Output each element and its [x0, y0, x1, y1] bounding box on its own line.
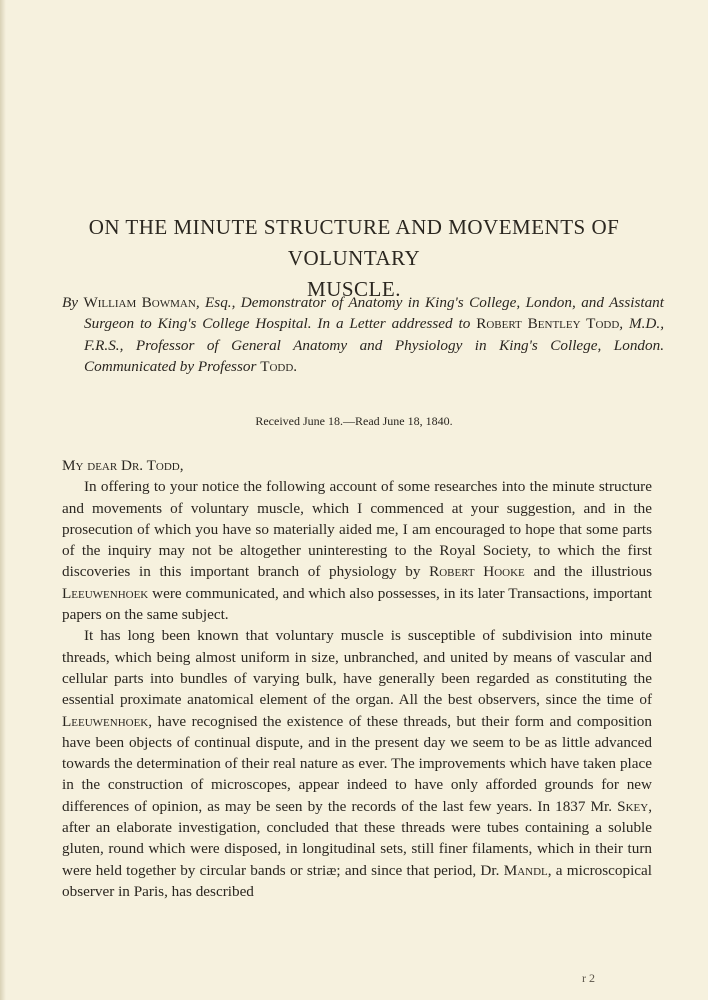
author-name: William Bowman [83, 294, 196, 311]
author-byline [62, 292, 664, 377]
byline-end: . [293, 357, 298, 375]
letter-body [62, 455, 652, 902]
name-leeuwenhoek: Leeuwenhoek [62, 712, 149, 730]
title-line-1: ON THE MINUTE STRUCTURE AND MOVEMENTS OF VOLUNTARY [88, 215, 620, 270]
byline-seg4: King's College, London. Communicated by Professor [84, 336, 664, 375]
name-skey: Skey [617, 797, 649, 815]
byline-seg3: , M.D., F.R.S., Professor of General Anatomy and Physiology in [84, 315, 664, 354]
paragraph-1 [62, 476, 652, 625]
addressee-first: Robert [476, 315, 522, 333]
signature-mark: r 2 [582, 971, 595, 985]
name-hooke: Robert Hooke [429, 563, 525, 581]
name-leeuwenhoek: Leeuwenhoek [62, 584, 149, 602]
communicator-name: Todd [260, 357, 294, 375]
paragraph-2-text-a: It has long been known that voluntary muscle is susceptible of subdivision into minute threads, which being almost uniform in size, unbranched, and united by means of vascular and cellular parts into bundles of varying bulk, have generally been regarded as constituting the essential proximate anatomical element of the organ. All the best observers, since the time of [62, 627, 652, 709]
byline-seg2: Assistant Surgeon to King's College Hospital. In a Letter addressed to [84, 294, 664, 333]
byline-seg1: , Esq., Demonstrator of Anatomy in King's College, London, and [195, 294, 604, 311]
title-line-2: MUSCLE. [307, 277, 401, 301]
paragraph-1-text-c: were communicated, and which also possesses, in its later Transactions, important papers on the same subject. [62, 584, 652, 624]
paragraph-1-text-b: and the illustrious [524, 563, 652, 581]
salutation: My dear Dr. Todd, [62, 457, 184, 474]
paragraph-2 [62, 625, 652, 902]
paragraph-2-text-b: , have recognised the existence of these threads, but their form and composition have been objects of continual dispute, and in the present day we seem to be as little advanced towards the determination of their real nature as ever. The improvements which have taken place in the construction of microscopes, appear indeed to have only afforded grounds for new differences of opinion, as may be seen by the records of the last few years. In 1837 Mr. [62, 712, 652, 815]
page-edge [0, 0, 6, 1000]
byline-by: By [62, 294, 84, 311]
received-date: Received June 18.—Read June 18, 1840. [255, 414, 453, 428]
paragraph-2-text-c: , after an elaborate investigation, concluded that these threads were tubes containing a soluble gluten, round which were disposed, in longitudinal sets, still finer filaments, which in their turn were held together by circular bands or striæ; and since that period, Dr. [62, 797, 652, 879]
addressee-rest: Bentley Todd [527, 315, 620, 333]
paragraph-1-text-a: In offering to your notice the following account of some researches into the minute structure and movements of voluntary muscle, which I commenced at your suggestion, and in the prosecution of which you have so materially aided me, I am encouraged to hope that some parts of the inquiry may not be altogether uninteresting to the Royal Society, to which the first discoveries in this important branch of physiology by [62, 478, 652, 581]
paragraph-2-text-d: , a microscopical observer in Paris, has described [62, 861, 652, 900]
name-mandl: Mandl [503, 861, 548, 879]
